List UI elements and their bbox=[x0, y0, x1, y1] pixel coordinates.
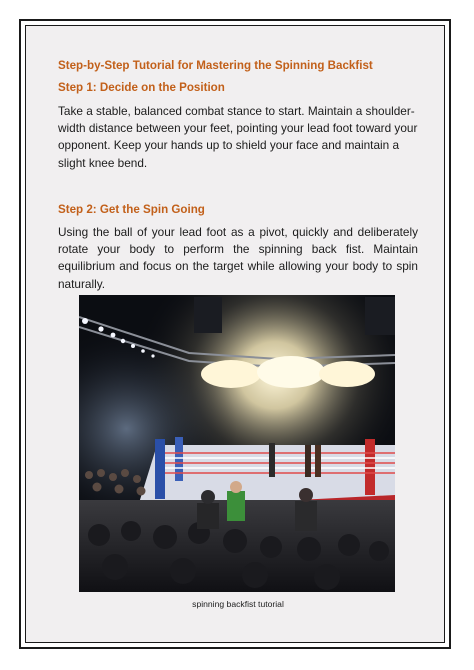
step-1-heading: Step 1: Decide on the Position bbox=[58, 81, 225, 94]
document-title: Step-by-Step Tutorial for Mastering the Spinning Backfist bbox=[58, 59, 373, 72]
step-2-text: Using the ball of your lead foot as a pivot, quickly and deliberately rotate your body to perform the spinning back fist. Maintain equilibrium and focus on the target while allowing your body to spin naturally. bbox=[58, 225, 418, 291]
image-caption: spinning backfist tutorial bbox=[192, 599, 284, 609]
speaker-right bbox=[365, 297, 395, 335]
standing-person-green bbox=[227, 491, 245, 521]
arena-illustration bbox=[79, 295, 395, 592]
step-1-text: Take a stable, balanced combat stance to start. Maintain a shoulder-width distance between your feet, pointing your lead foot toward your opponent. Keep your hands up to shield your face and maintain a slight knee bend. bbox=[58, 104, 418, 170]
boxing-arena-photo bbox=[79, 295, 395, 592]
speaker-left bbox=[194, 297, 222, 333]
step-2-heading: Step 2: Get the Spin Going bbox=[58, 203, 205, 216]
boxing-ring bbox=[139, 437, 395, 503]
